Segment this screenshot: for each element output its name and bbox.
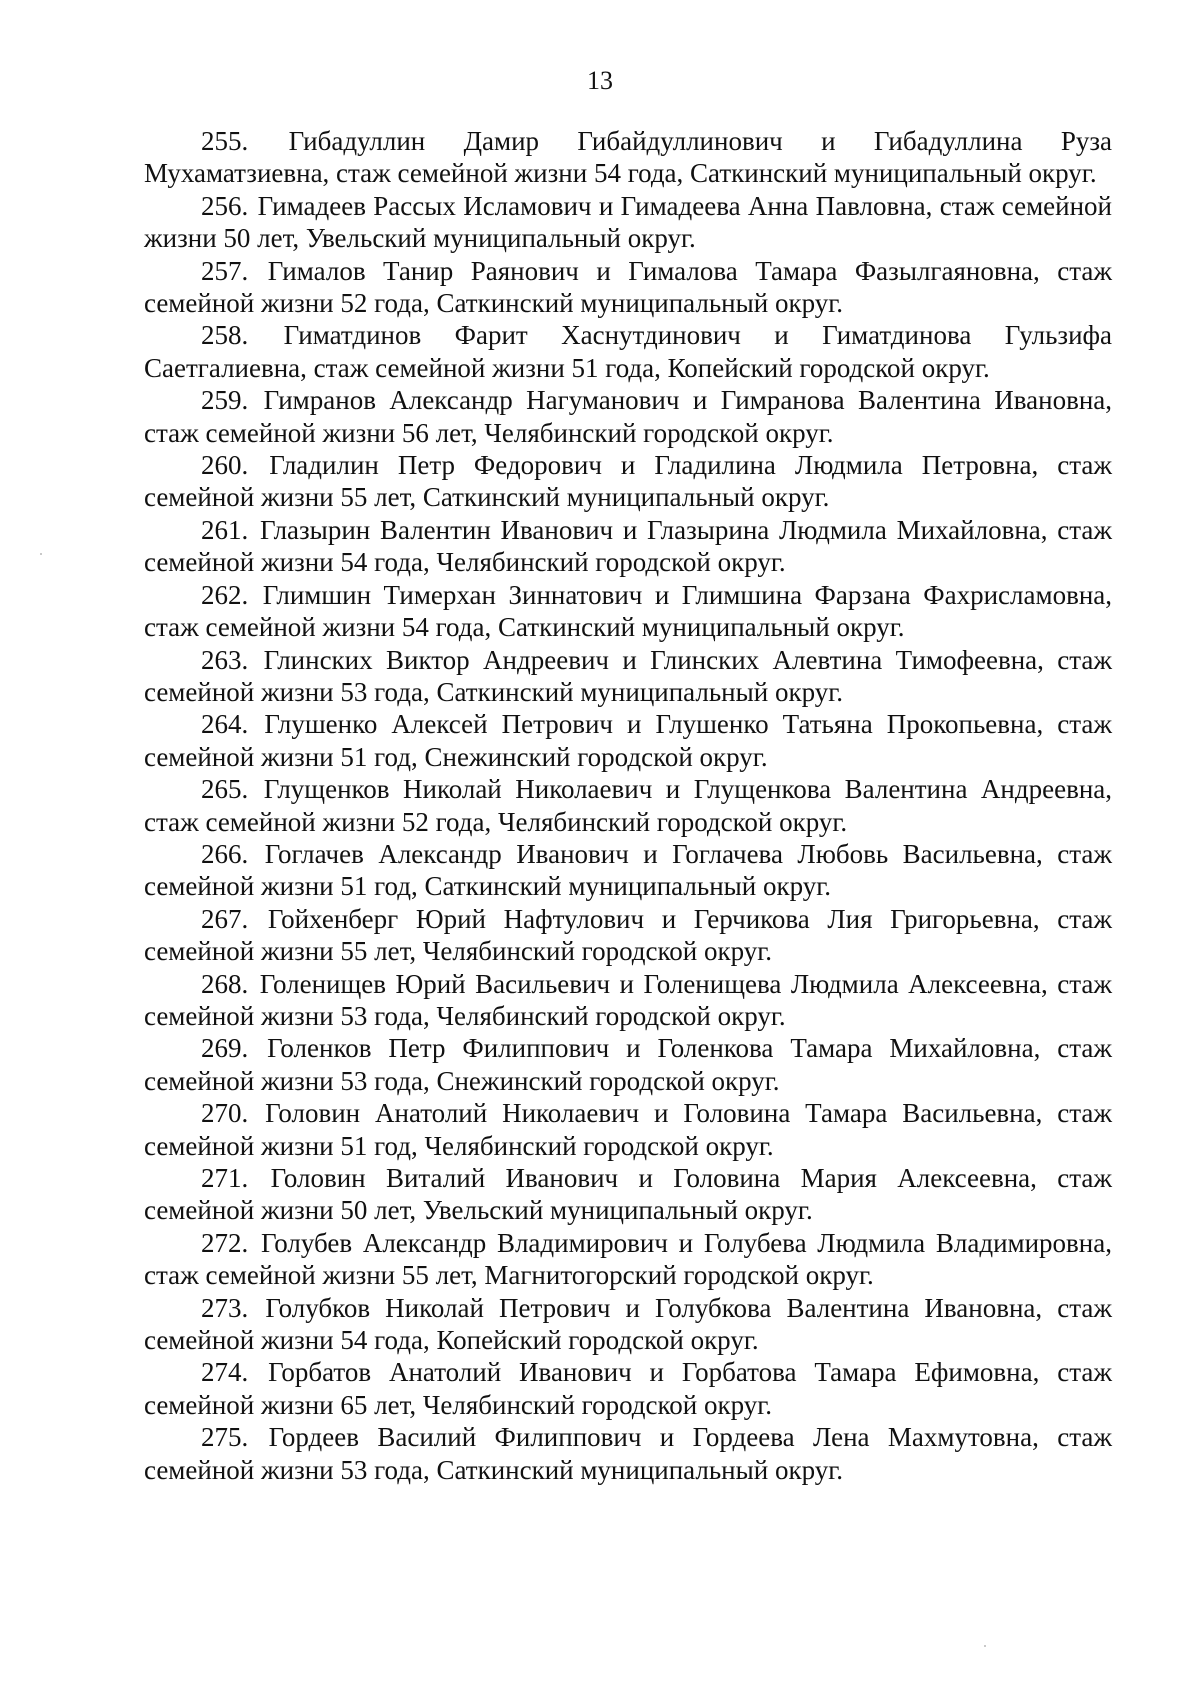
scan-speck bbox=[40, 553, 42, 555]
item-text: Глущенков Николай Николаевич и Глущенкова Валентина Андреевна, стаж семейной жизни 52 года, Челябинский городской округ. bbox=[144, 774, 1113, 837]
item-number: 263. bbox=[201, 644, 249, 675]
item-text: Гордеев Василий Филиппович и Гордеева Лена Махмутовна, стаж семейной жизни 53 года, Саткинский муниципальный округ. bbox=[144, 1422, 1113, 1485]
item-number: 265. bbox=[201, 774, 249, 805]
item-number: 273. bbox=[201, 1292, 249, 1323]
item-number: 275. bbox=[201, 1422, 249, 1453]
item-text: Гимранов Александр Нагуманович и Гимранова Валентина Ивановна, стаж семейной жизни 56 лет, Челябинский городской округ. bbox=[144, 385, 1112, 448]
list-item bbox=[144, 1227, 1112, 1292]
item-text: Головин Анатолий Николаевич и Головина Тамара Васильевна, стаж семейной жизни 51 год, Челябинский городской округ. bbox=[144, 1098, 1112, 1161]
item-number: 269. bbox=[201, 1033, 249, 1064]
item-text: Гибадуллин Дамир Гибайдуллинович и Гибадуллина Руза Мухаматзиевна, стаж семейной жизни 54 года, Саткинский муниципальный округ. bbox=[144, 126, 1112, 189]
page-number: 13 bbox=[587, 66, 613, 95]
list-item bbox=[144, 449, 1112, 514]
item-number: 259. bbox=[201, 385, 249, 416]
list-item bbox=[144, 1292, 1112, 1357]
item-text: Голенищев Юрий Васильевич и Голенищева Людмила Алексеевна, стаж семейной жизни 53 года, Челябинский городской округ. bbox=[144, 968, 1112, 1031]
item-text: Глимшин Тимерхан Зиннатович и Глимшина Фарзана Фахрисламовна, стаж семейной жизни 54 года, Саткинский муниципальный округ. bbox=[144, 579, 1113, 643]
item-number: 260. bbox=[201, 450, 249, 481]
item-text: Голубев Александр Владимирович и Голубева Людмила Владимировна, стаж семейной жизни 55 лет, Магнитогорский городской округ. bbox=[144, 1227, 1112, 1291]
award-list bbox=[144, 125, 1112, 1486]
list-item bbox=[144, 319, 1112, 384]
list-item bbox=[144, 1162, 1112, 1227]
list-item bbox=[144, 514, 1112, 579]
list-item bbox=[144, 384, 1112, 449]
list-item bbox=[144, 1097, 1112, 1162]
item-number: 255. bbox=[201, 126, 249, 156]
item-number: 266. bbox=[201, 838, 249, 869]
item-number: 268. bbox=[201, 968, 249, 999]
item-text: Глазырин Валентин Иванович и Глазырина Людмила Михайловна, стаж семейной жизни 54 года, Челябинский городской округ. bbox=[144, 514, 1112, 578]
item-number: 267. bbox=[201, 903, 249, 934]
list-item bbox=[144, 125, 1112, 190]
item-number: 257. bbox=[201, 255, 249, 286]
list-item bbox=[144, 773, 1112, 838]
list-item bbox=[144, 968, 1112, 1033]
item-text: Голенков Петр Филиппович и Голенкова Тамара Михайловна, стаж семейной жизни 53 года, Снежинский городской округ. bbox=[144, 1033, 1112, 1096]
item-text: Глинских Виктор Андреевич и Глинских Алевтина Тимофеевна, стаж семейной жизни 53 года, Саткинский муниципальный округ. bbox=[144, 644, 1112, 707]
scan-speck bbox=[984, 1645, 986, 1647]
list-item bbox=[144, 1421, 1112, 1486]
item-text: Гоглачев Александр Иванович и Гоглачева Любовь Васильевна, стаж семейной жизни 51 год, Саткинский муниципальный округ. bbox=[144, 838, 1113, 902]
list-item bbox=[144, 838, 1112, 903]
item-text: Гималов Танир Раянович и Гималова Тамара Фазылгаяновна, стаж семейной жизни 52 года, Саткинский муниципальный округ. bbox=[144, 255, 1112, 319]
item-number: 256. bbox=[201, 190, 249, 221]
item-text: Гладилин Петр Федорович и Гладилина Людмила Петровна, стаж семейной жизни 55 лет, Саткинский муниципальный округ. bbox=[144, 450, 1112, 513]
list-item bbox=[144, 708, 1112, 773]
item-number: 271. bbox=[201, 1163, 249, 1193]
item-text: Гимадеев Рассых Исламович и Гимадеева Анна Павловна, стаж семейной жизни 50 лет, Увельский муниципальный округ. bbox=[144, 190, 1113, 254]
item-number: 262. bbox=[201, 579, 249, 610]
item-text: Гойхенберг Юрий Нафтулович и Герчикова Лия Григорьевна, стаж семейной жизни 55 лет, Челябинский городской округ. bbox=[144, 903, 1113, 967]
item-number: 258. bbox=[201, 320, 249, 351]
list-item bbox=[144, 1356, 1112, 1421]
list-item bbox=[144, 1032, 1112, 1097]
item-number: 261. bbox=[201, 514, 249, 545]
item-number: 272. bbox=[201, 1227, 249, 1258]
list-item bbox=[144, 903, 1112, 968]
item-text: Горбатов Анатолий Иванович и Горбатова Тамара Ефимовна, стаж семейной жизни 65 лет, Челябинский городской округ. bbox=[144, 1357, 1112, 1420]
list-item bbox=[144, 190, 1112, 255]
item-text: Гиматдинов Фарит Хаснутдинович и Гиматдинова Гульзифа Саетгалиевна, стаж семейной жизни 51 года, Копейский городской округ. bbox=[144, 320, 1113, 383]
item-text: Голубков Николай Петрович и Голубкова Валентина Ивановна, стаж семейной жизни 54 года, Копейский городской округ. bbox=[144, 1292, 1112, 1356]
list-item bbox=[144, 644, 1112, 709]
item-number: 270. bbox=[201, 1098, 249, 1129]
item-number: 274. bbox=[201, 1357, 249, 1388]
list-item bbox=[144, 579, 1112, 644]
list-item bbox=[144, 255, 1112, 320]
item-text: Головин Виталий Иванович и Головина Мария Алексеевна, стаж семейной жизни 50 лет, Увельский муниципальный округ. bbox=[144, 1163, 1112, 1226]
item-text: Глушенко Алексей Петрович и Глушенко Татьяна Прокопьевна, стаж семейной жизни 51 год, Снежинский городской округ. bbox=[144, 709, 1112, 772]
item-number: 264. bbox=[201, 709, 249, 740]
